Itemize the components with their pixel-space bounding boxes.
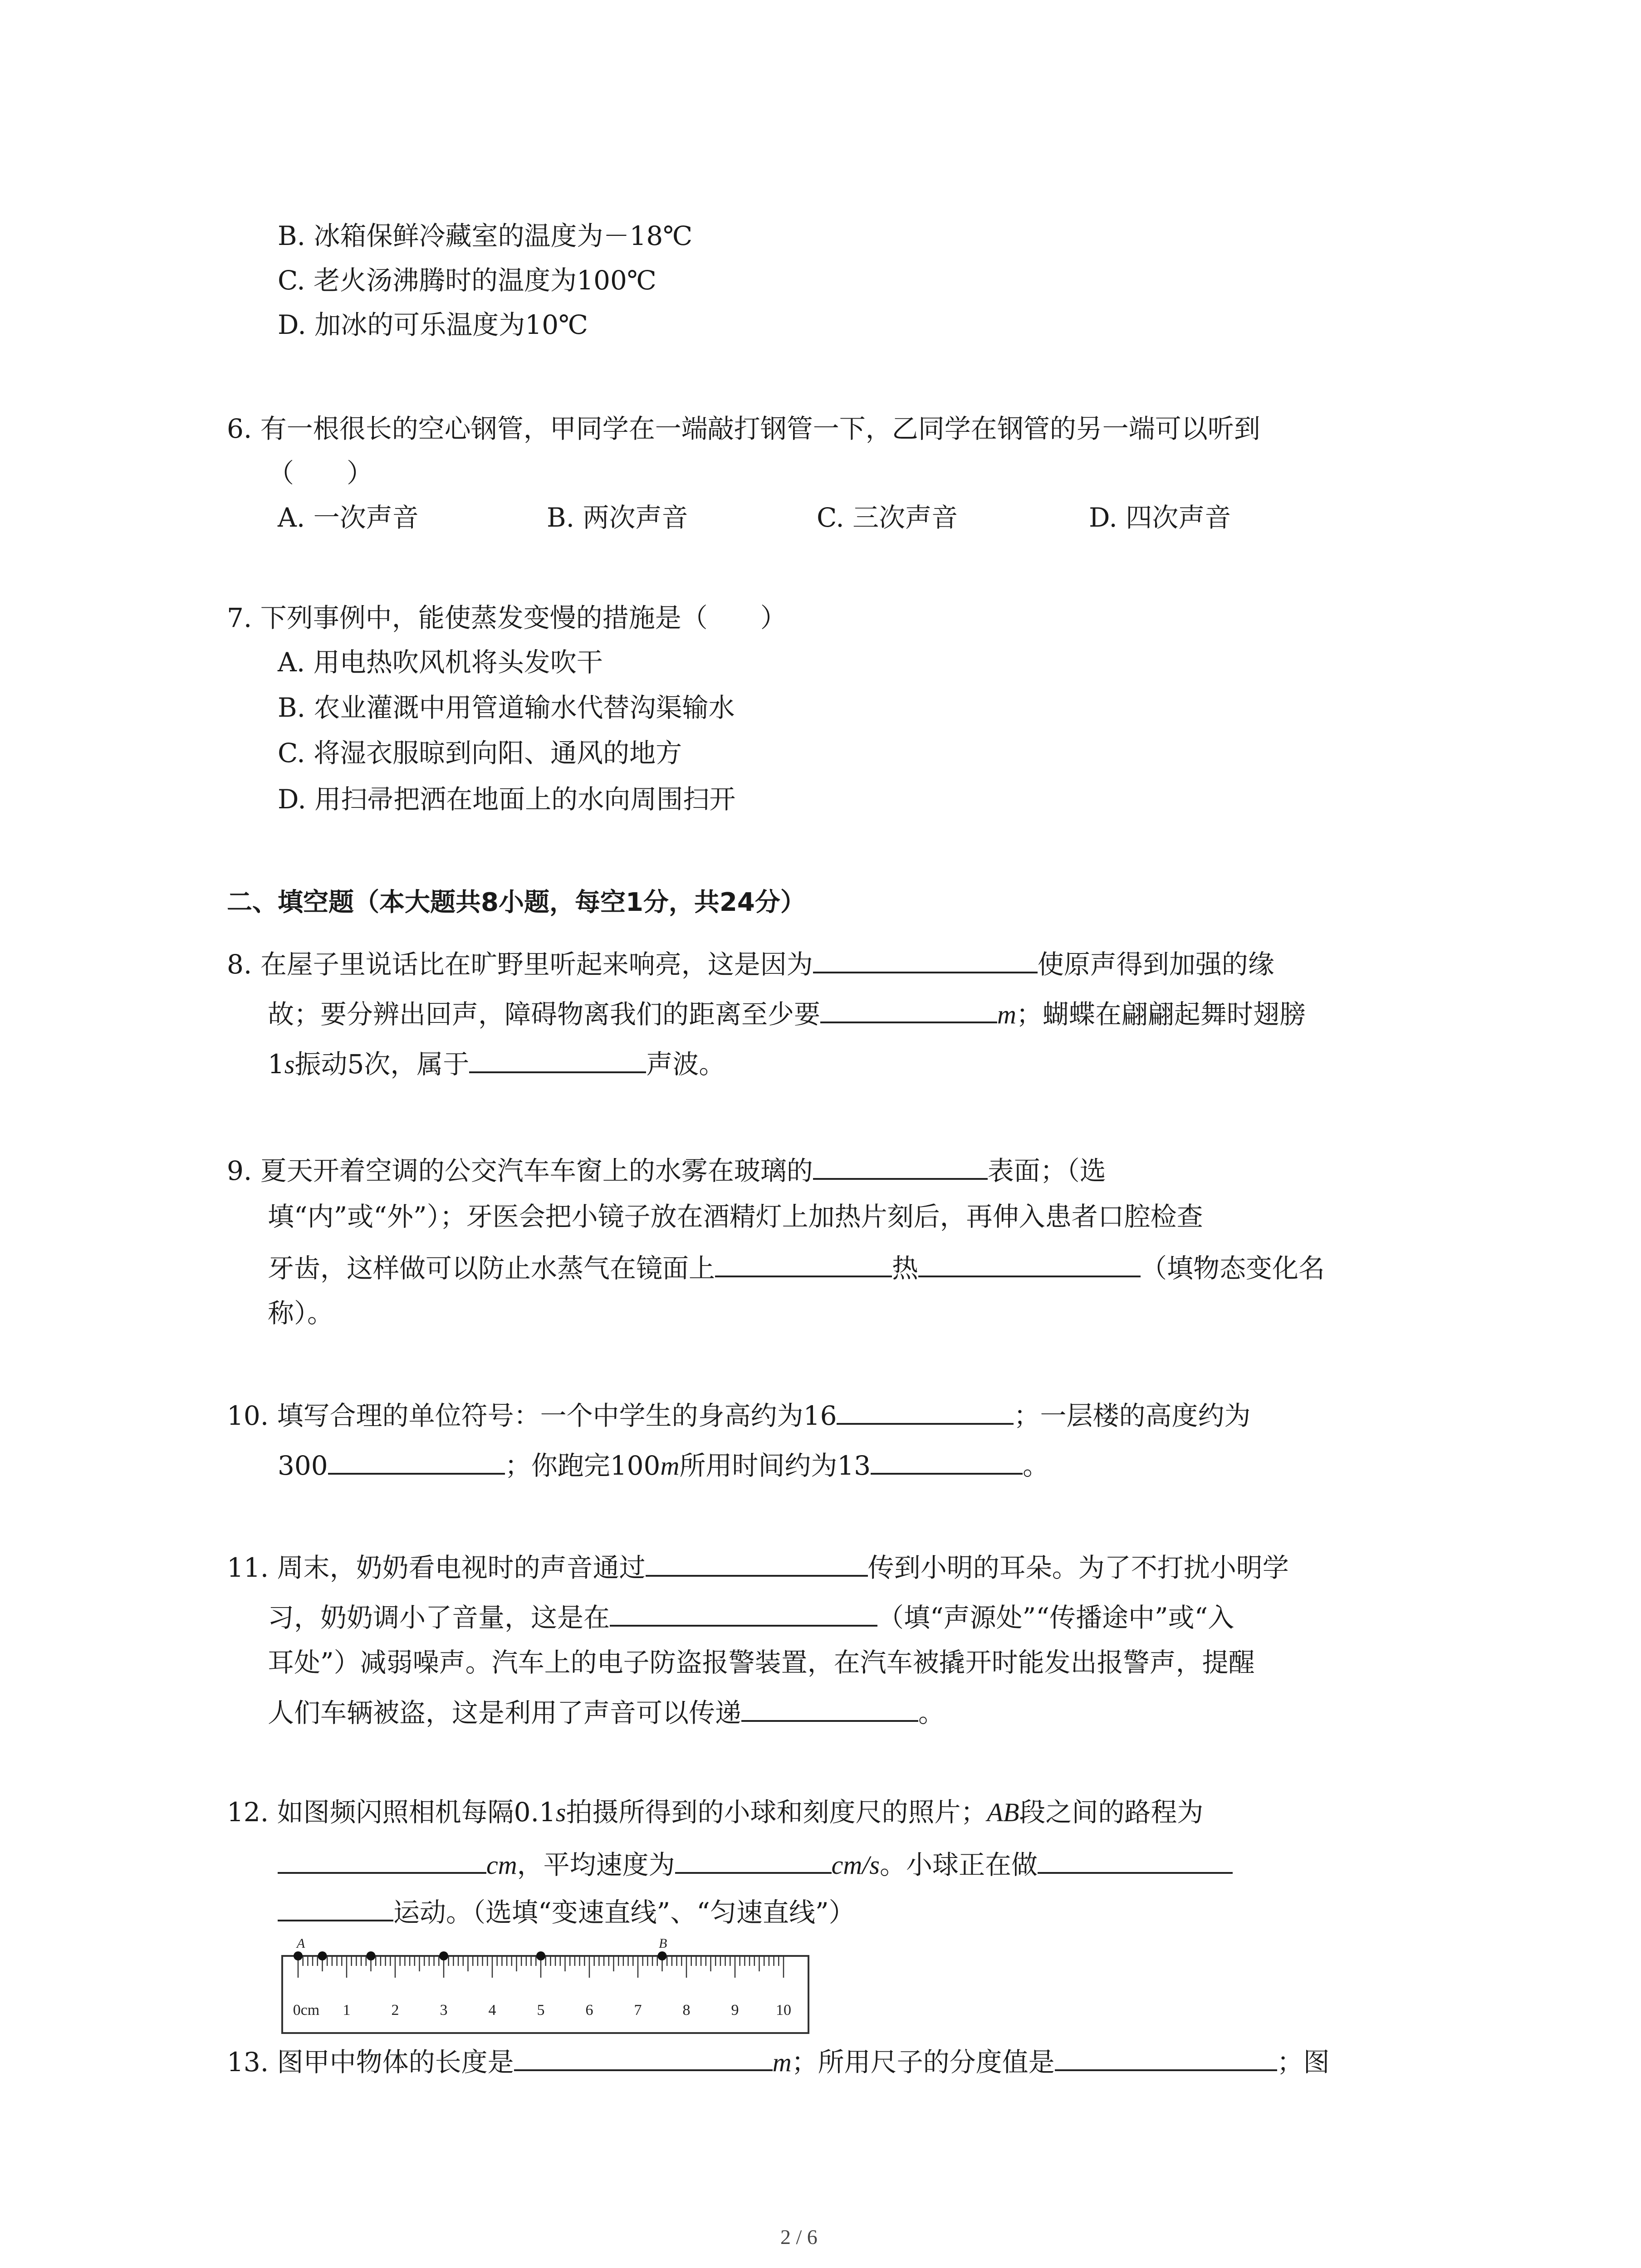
q8-text-3b: 声波。 xyxy=(646,1049,725,1080)
q6-option-c: C. 三次声音 xyxy=(817,502,958,533)
answer-blank[interactable] xyxy=(1038,1844,1233,1874)
q13-line1 xyxy=(227,2041,1330,2081)
ball-label-a: A xyxy=(297,1936,305,1951)
q11-line4 xyxy=(268,1692,945,1731)
q12-text-1b: 拍摄所得到的小球和刻度尺的照片； xyxy=(566,1797,987,1828)
ruler-body xyxy=(282,1956,808,2033)
ruler-tick-label: 7 xyxy=(634,2002,642,2019)
ball-mark xyxy=(658,1951,667,1960)
q8-line1 xyxy=(227,943,1274,982)
q13-unit-m: m xyxy=(772,2048,792,2077)
q6-option-a: A. 一次声音 xyxy=(278,502,419,533)
q13-text-1a: 13. 图甲中物体的长度是 xyxy=(227,2047,514,2077)
q12-line1 xyxy=(227,1794,1203,1831)
q8-text-1b: 使原声得到加强的缘 xyxy=(1037,949,1274,980)
q10-text-1b: ；一层楼的高度约为 xyxy=(1014,1400,1251,1431)
ruler-tick-label: 2 xyxy=(391,2002,399,2019)
q9-text-3b: 热 xyxy=(892,1253,919,1284)
ruler-figure xyxy=(278,1920,813,2038)
q10-text-2c: 所用时间约为13 xyxy=(679,1450,871,1481)
answer-blank[interactable] xyxy=(820,993,997,1023)
q5-option-d: D. 加冰的可乐温度为10℃ xyxy=(278,309,588,340)
q11-line2 xyxy=(268,1597,1234,1636)
answer-blank[interactable] xyxy=(675,1844,832,1874)
q8-line3 xyxy=(268,1043,725,1083)
answer-blank[interactable] xyxy=(813,1150,988,1180)
q12-text-1a: 12. 如图频闪照相机每隔0.1 xyxy=(227,1797,556,1828)
q11-line1 xyxy=(227,1547,1289,1586)
answer-blank[interactable] xyxy=(514,2041,773,2071)
q7-stem: 7. 下列事例中，能使蒸发变慢的措施是（ ） xyxy=(227,602,787,633)
q8-text-3pre: 1 xyxy=(268,1049,284,1080)
q9-text-3a: 牙齿，这样做可以防止水蒸气在镜面上 xyxy=(268,1253,715,1284)
q12-unit-cms: cm/s xyxy=(831,1850,880,1880)
q11-text-2b: （填“声源处”“传播途中”或“入 xyxy=(877,1602,1234,1633)
q9-line2: 填“内”或“外”）；牙医会把小镜子放在酒精灯上加热片刻后，再伸入患者口腔检查 xyxy=(268,1201,1203,1232)
section-heading: 二、填空题（本大题共8小题，每空1分，共24分） xyxy=(227,888,806,917)
ruler-tick-label: 10 xyxy=(776,2002,791,2019)
q11-text-1a: 11. 周末，奶奶看电视时的声音通过 xyxy=(227,1552,646,1583)
q9-text-1a: 9. 夏天开着空调的公交汽车车窗上的水雾在玻璃的 xyxy=(227,1155,813,1186)
q7-option-c: C. 将湿衣服晾到向阳、通风的地方 xyxy=(278,738,682,768)
q8-unit-m: m xyxy=(997,1000,1016,1029)
q13-text-1b: ；所用尺子的分度值是 xyxy=(791,2047,1055,2077)
ball-mark xyxy=(318,1951,327,1960)
answer-blank[interactable] xyxy=(715,1247,892,1277)
answer-blank[interactable] xyxy=(469,1043,646,1073)
q12-text-2b: 。小球正在做 xyxy=(879,1849,1038,1880)
q10-text-2d: 。 xyxy=(1023,1450,1049,1481)
ball-mark xyxy=(294,1951,303,1960)
q8-text-3a: 振动5次，属于 xyxy=(294,1049,470,1080)
q10-line2 xyxy=(278,1445,1049,1484)
answer-blank[interactable] xyxy=(1055,2041,1277,2071)
q6-option-b: B. 两次声音 xyxy=(547,502,688,533)
answer-blank[interactable] xyxy=(918,1247,1141,1277)
q12-text-3: 运动。（选填“变速直线”、“匀速直线”） xyxy=(393,1897,855,1928)
answer-blank[interactable] xyxy=(610,1597,877,1627)
q9-line4: 称）。 xyxy=(268,1298,334,1329)
q6-paren: （ ） xyxy=(268,458,373,489)
ruler-tick-label: 6 xyxy=(585,2002,593,2019)
q12-unit-s: s xyxy=(555,1798,566,1827)
q12-line2 xyxy=(278,1844,1233,1883)
q10-line1 xyxy=(227,1395,1251,1434)
q11-line3: 耳处”）减弱噪声。汽车上的电子防盗报警装置，在汽车被撬开时能发出报警声，提醒 xyxy=(268,1647,1255,1678)
ball-mark xyxy=(439,1951,448,1960)
page-number: 2 / 6 xyxy=(780,2225,818,2248)
ruler-tick-label: 1 xyxy=(343,2002,351,2019)
ruler-tick-label: 4 xyxy=(488,2002,496,2019)
q10-unit-m: m xyxy=(660,1451,680,1481)
q9-line1 xyxy=(227,1150,1106,1189)
q7-option-a: A. 用电热吹风机将头发吹干 xyxy=(278,647,603,678)
ruler-tick-label: 8 xyxy=(682,2002,691,2019)
ruler-tick-label: 0cm xyxy=(293,2002,320,2019)
q11-text-2a: 习，奶奶调小了音量，这是在 xyxy=(268,1602,610,1633)
ball-label-b: B xyxy=(659,1936,667,1951)
q12-label-ab: AB xyxy=(987,1798,1019,1827)
ball-mark xyxy=(536,1951,545,1960)
answer-blank[interactable] xyxy=(813,943,1038,973)
q9-text-1b: 表面；（选 xyxy=(987,1155,1106,1186)
q10-text-2b: ；你跑完100 xyxy=(505,1450,661,1481)
q10-text-2a: 300 xyxy=(278,1450,328,1481)
q6-stem: 6. 有一根很长的空心钢管，甲同学在一端敲打钢管一下，乙同学在钢管的另一端可以听到 xyxy=(227,413,1260,444)
answer-blank[interactable] xyxy=(646,1547,868,1577)
answer-blank[interactable] xyxy=(837,1395,1014,1425)
q8-text-2b: ；蝴蝶在翩翩起舞时翅膀 xyxy=(1016,999,1306,1030)
ruler-tick-label: 3 xyxy=(440,2002,448,2019)
q8-line2 xyxy=(268,993,1306,1033)
q7-option-b: B. 农业灌溉中用管道输水代替沟渠输水 xyxy=(278,692,735,723)
q8-unit-s: s xyxy=(284,1050,295,1079)
q5-option-c: C. 老火汤沸腾时的温度为100℃ xyxy=(278,265,656,296)
answer-blank[interactable] xyxy=(871,1445,1023,1475)
ruler-tick-label: 9 xyxy=(731,2002,739,2019)
answer-blank[interactable] xyxy=(278,1892,393,1921)
q12-unit-cm: cm xyxy=(486,1850,517,1880)
q7-option-d: D. 用扫帚把洒在地面上的水向周围扫开 xyxy=(278,784,736,815)
q5-option-b: B. 冰箱保鲜冷藏室的温度为－18℃ xyxy=(278,220,693,251)
answer-blank[interactable] xyxy=(328,1445,505,1475)
q9-line3 xyxy=(268,1247,1325,1286)
q6-option-d: D. 四次声音 xyxy=(1089,502,1231,533)
q13-text-1c: ；图 xyxy=(1277,2047,1330,2077)
q12-text-1c: 段之间的路程为 xyxy=(1019,1797,1204,1828)
q10-text-1a: 10. 填写合理的单位符号：一个中学生的身高约为16 xyxy=(227,1400,837,1431)
q8-text-2a: 故；要分辨出回声，障碍物离我们的距离至少要 xyxy=(268,999,821,1030)
answer-blank[interactable] xyxy=(741,1692,918,1722)
ruler-tick-label: 5 xyxy=(537,2002,545,2019)
q11-text-4a: 人们车辆被盗，这是利用了声音可以传递 xyxy=(268,1697,742,1728)
q11-text-4b: 。 xyxy=(918,1697,945,1728)
answer-blank[interactable] xyxy=(278,1844,486,1874)
q8-text-1a: 8. 在屋子里说话比在旷野里听起来响亮，这是因为 xyxy=(227,949,813,980)
q11-text-1b: 传到小明的耳朵。为了不打扰小明学 xyxy=(867,1552,1289,1583)
ball-mark xyxy=(367,1951,376,1960)
q9-text-3c: （填物态变化名 xyxy=(1141,1253,1325,1284)
q12-text-2a: ，平均速度为 xyxy=(517,1849,675,1880)
